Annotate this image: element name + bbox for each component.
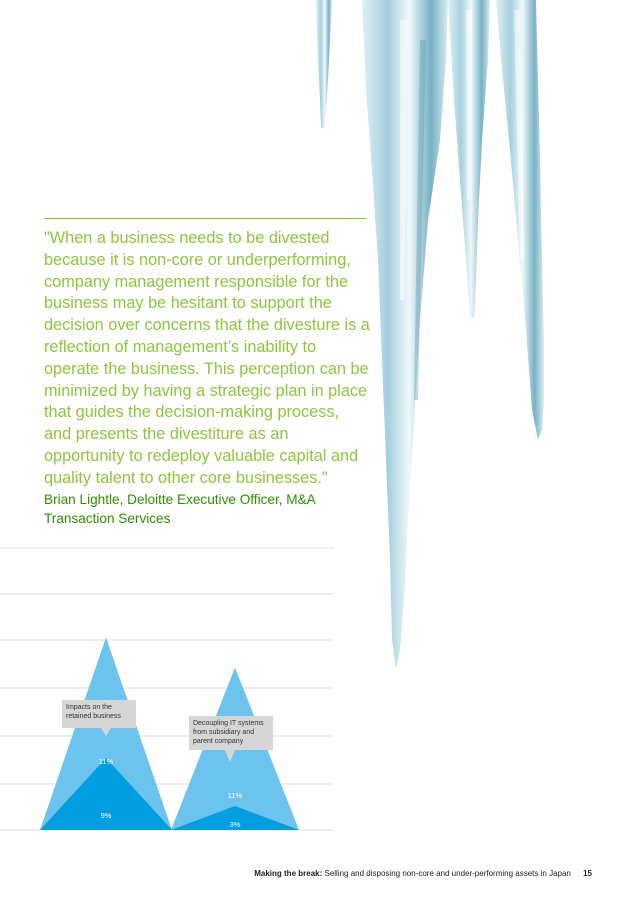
inner-value-label-0: 9% [100, 811, 112, 820]
footer-subtitle: Selling and disposing non-core and under-performing assets in Japan [324, 869, 571, 878]
category-label-1: Decoupling IT systems from subsidiary and parent company [193, 720, 264, 745]
inner-value-label-1: 3% [229, 820, 241, 829]
quote-divider [44, 218, 366, 219]
chart-gridlines [0, 548, 334, 830]
outer-value-label-1: 11% [227, 791, 243, 800]
footer-title: Making the break: [254, 869, 323, 878]
quote-attribution: Brian Lightle, Deloitte Executive Officer, M&A Transaction Services [44, 492, 315, 526]
peak-chart [0, 540, 340, 840]
page-footer [254, 869, 592, 878]
outer-value-label-0: 11% [98, 757, 114, 766]
page-number: 15 [583, 869, 592, 878]
category-label-0: Impacts on the retained business [66, 704, 121, 720]
pull-quote: "When a business needs to be divested because it is non-core or underperforming, company management responsible for the business may be hesitant to support the decision over concerns that the divesture is a reflection of management’s inability to operate the business. This perception can be minimized by having a strategic plan in place that guides the decision-making process, and presents the divestiture as an opportunity to redeploy valuable capital and quality talent to other core businesses." [44, 229, 370, 487]
